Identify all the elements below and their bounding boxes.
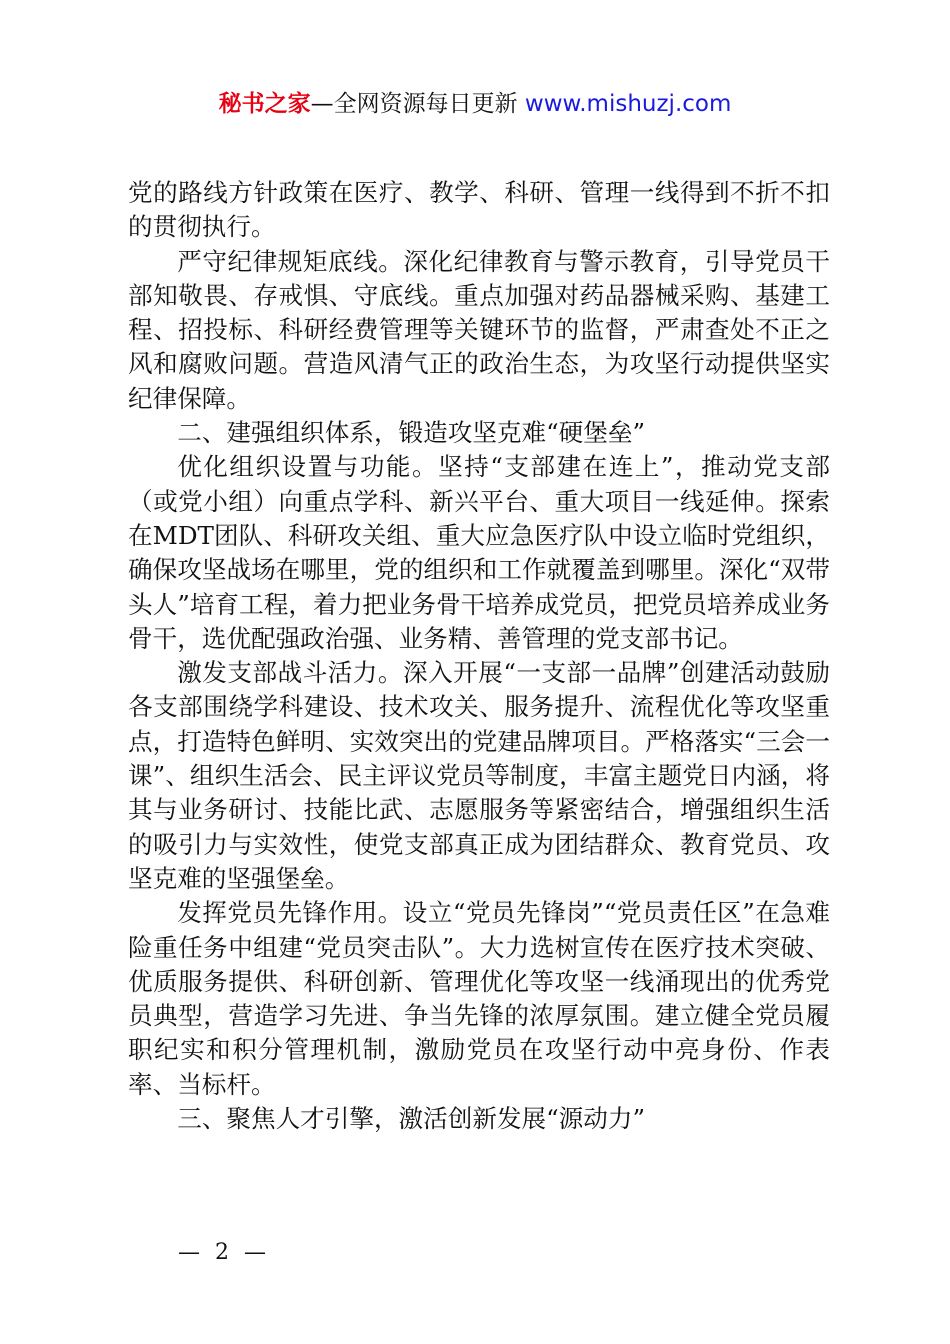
section-heading-2: 二、建强组织体系，锻造攻坚克难“硬堡垒” [177,418,646,448]
page-number: — 2 — [178,1240,270,1265]
paragraph-discipline: 严守纪律规矩底线。深化纪律教育与警示教育，引导党员干部知敬畏、存戒惧、守底线。重点加强对药品器械采购、基建工程、招投标、科研经费管理等关键环节的监督，严肃查处不正之风和腐败问题。营造风清气正的政治生态，为攻坚行动提供坚实纪律保障。 [128,246,830,413]
brand-name: 秘书之家 [218,91,311,117]
section-heading-3: 三、聚焦人才引擎，激活创新发展“源动力” [177,1104,646,1134]
paragraph-party-member-pioneer: 发挥党员先锋作用。设立“党员先锋岗”“党员责任区”在急难险重任务中组建“党员突击队”。大力选树宣传在医疗技术突破、优质服务提供、科研创新、管理优化等攻坚一线涌现出的优秀党员典型，营造学习先进、争当先锋的浓厚氛围。建立健全党员履职纪实和积分管理机制，激励党员在攻坚行动中亮身份、作表率、当标杆。 [128,898,830,1099]
paragraph-organization-setup: 优化组织设置与功能。坚持“支部建在连上”，推动党支部（或党小组）向重点学科、新兴平台、重大项目一线延伸。探索在MDT团队、科研攻关组、重大应急医疗队中设立临时党组织，确保攻坚战场在哪里，党的组织和工作就覆盖到哪里。深化“双带头人”培育工程，着力把业务骨干培养成党员，把党员培养成业务骨干，选优配强政治强、业务精、善管理的党支部书记。 [128,452,830,653]
header-tagline: —全网资源每日更新 [310,91,518,117]
document-body [128,176,830,1136]
paragraph-continuation: 党的路线方针政策在医疗、教学、科研、管理一线得到不折不扣的贯彻执行。 [128,178,830,242]
paragraph-branch-vitality: 激发支部战斗活力。深入开展“一支部一品牌”创建活动鼓励各支部围绕学科建设、技术攻关、服务提升、流程优化等攻坚重点，打造特色鲜明、实效突出的党建品牌项目。严格落实“三会一课”、组织生活会、民主评议党员等制度，丰富主题党日内涵，将其与业务研讨、技能比武、志愿服务等紧密结合，增强组织生活的吸引力与实效性，使党支部真正成为团结群众、教育党员、攻坚克难的坚强堡垒。 [128,658,830,893]
page-header [0,88,950,120]
header-url-link[interactable]: www.mishuzj.com [524,91,732,117]
